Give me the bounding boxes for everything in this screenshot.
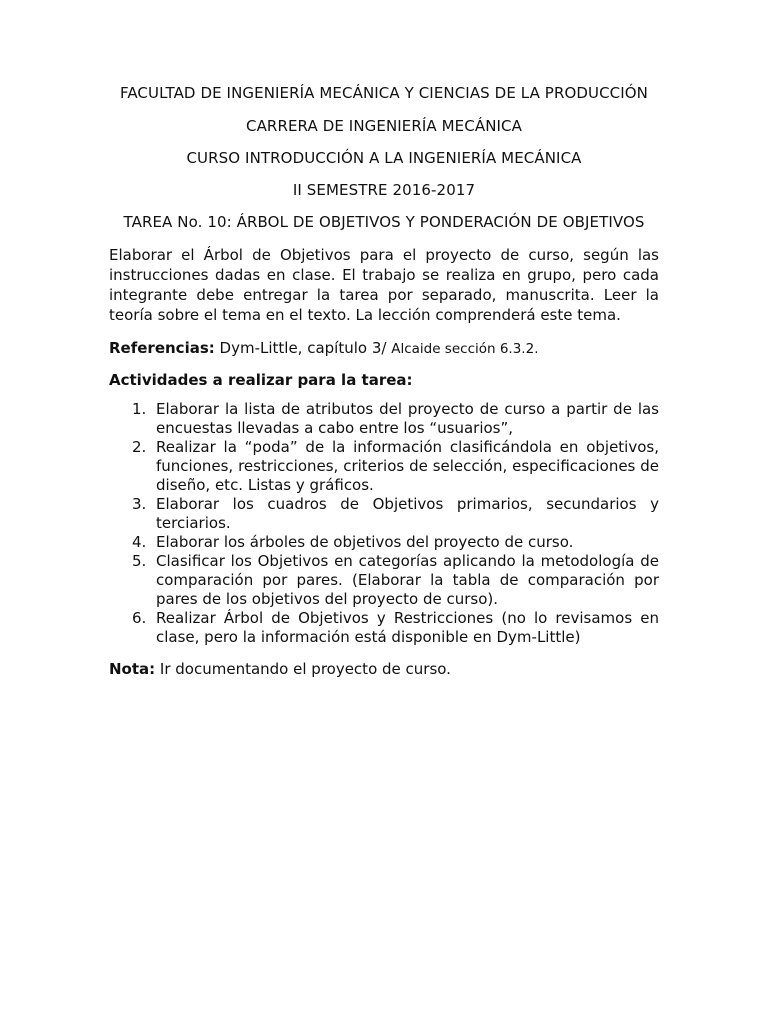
note-line — [109, 659, 659, 679]
references-text: Dym-Little, capítulo 3/ — [214, 339, 392, 357]
course-heading: CURSO INTRODUCCIÓN A LA INGENIERÍA MECÁNICA — [186, 149, 582, 167]
list-item — [109, 533, 659, 552]
list-item-number: 4. — [132, 533, 147, 551]
list-item-number: 3. — [132, 495, 147, 513]
list-item — [109, 495, 659, 533]
note-label: Nota: — [109, 660, 156, 678]
activities-title: Actividades a realizar para la tarea: — [109, 371, 413, 389]
list-item-number: 2. — [132, 438, 147, 456]
list-item-number: 6. — [132, 609, 147, 627]
career-heading: CARRERA DE INGENIERÍA MECÁNICA — [246, 117, 522, 135]
references-line — [109, 338, 659, 359]
list-item — [109, 400, 659, 438]
list-item — [109, 609, 659, 647]
note-text: Ir documentando el proyecto de curso. — [155, 660, 451, 678]
list-item-text: Clasificar los Objetivos en categorías aplicando la metodología de comparación por pares. (Elaborar la tabla de comparación por pares de los objetivos del proyecto de curso). — [156, 552, 659, 608]
assignment-heading: TAREA No. 10: ÁRBOL DE OBJETIVOS Y PONDERACIÓN DE OBJETIVOS — [123, 213, 645, 231]
faculty-heading: FACULTAD DE INGENIERÍA MECÁNICA Y CIENCIAS DE LA PRODUCCIÓN — [119, 84, 648, 102]
list-item-text: Elaborar los árboles de objetivos del proyecto de curso. — [156, 533, 574, 551]
list-item-text: Realizar la “poda” de la información clasificándola en objetivos, funciones, restricciones, criterios de selección, especificaciones de diseño, etc. Listas y gráficos. — [156, 438, 659, 494]
semester-heading: II SEMESTRE 2016-2017 — [292, 181, 476, 199]
list-item-text: Realizar Árbol de Objetivos y Restricciones (no lo revisamos en clase, pero la información está disponible en Dym-Little) — [156, 609, 659, 646]
intro-paragraph: Elaborar el Árbol de Objetivos para el proyecto de curso, según las instrucciones dadas en clase. El trabajo se realiza en grupo, pero cada integrante debe entregar la tarea por separado, manuscrita. Leer la teoría sobre el tema en el texto. La lección comprenderá este tema. — [109, 246, 659, 324]
document-page — [109, 84, 659, 679]
list-item — [109, 438, 659, 495]
list-item-number: 1. — [132, 400, 147, 418]
list-item-text: Elaborar los cuadros de Objetivos primarios, secundarios y terciarios. — [156, 495, 659, 532]
list-item-text: Elaborar la lista de atributos del proyecto de curso a partir de las encuestas llevadas a cabo entre los “usuarios”, — [156, 400, 659, 437]
list-item-number: 5. — [132, 552, 147, 570]
list-item — [109, 552, 659, 609]
references-small-text: Alcaide sección 6.3.2. — [391, 341, 539, 357]
references-label: Referencias: — [109, 339, 215, 357]
activities-list — [109, 400, 659, 647]
